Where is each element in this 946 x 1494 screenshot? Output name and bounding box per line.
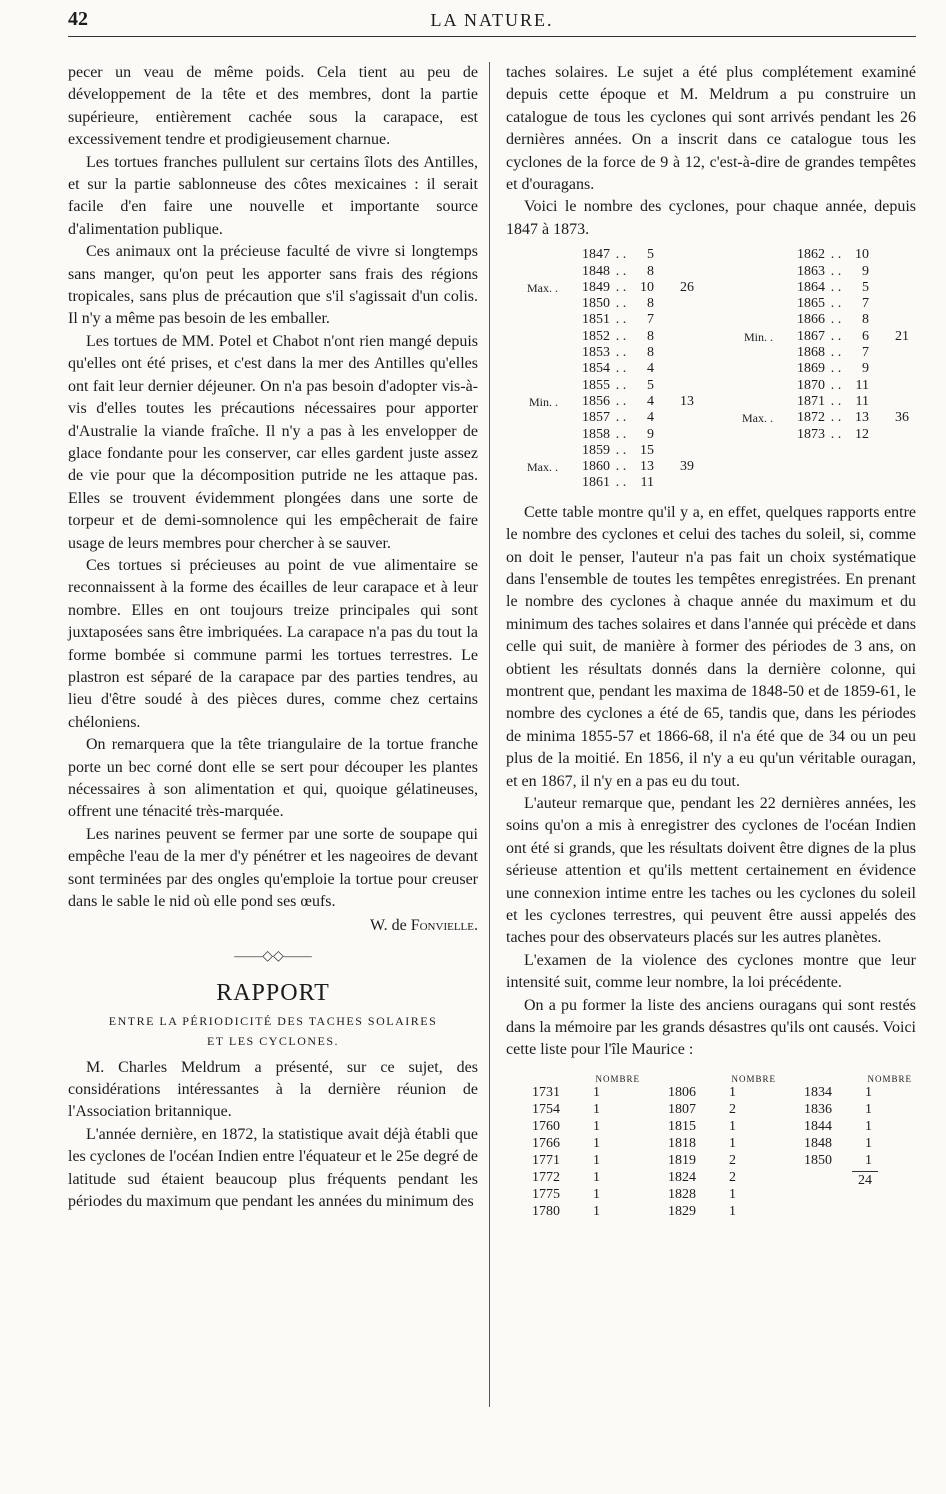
maurice-row <box>510 1135 640 1152</box>
period-label <box>506 345 562 361</box>
period-label <box>506 296 562 312</box>
cyclone-row <box>506 345 701 361</box>
period-sum <box>869 394 909 410</box>
period-label: Max. . <box>527 280 558 295</box>
cyclone-count: 5 <box>647 377 654 393</box>
cyclone-table-left <box>506 247 701 491</box>
hurricane-count: 1 <box>593 1101 600 1117</box>
leader-dots: . . <box>830 377 842 393</box>
cyclone-year: 1865 <box>797 296 825 312</box>
maurice-header <box>646 1068 776 1084</box>
maurice-row <box>510 1084 640 1101</box>
cyclone-count: 8 <box>647 263 654 279</box>
cyclone-year: 1863 <box>797 263 825 279</box>
period-label <box>506 329 562 345</box>
maurice-table-col <box>646 1068 776 1220</box>
hurricane-count: 1 <box>729 1084 736 1100</box>
cyclone-year: 1858 <box>582 426 610 442</box>
leader-dots: . . <box>615 442 627 458</box>
period-sum <box>654 443 694 459</box>
hurricane-count: 1 <box>593 1135 600 1151</box>
cyclone-row <box>721 345 916 361</box>
paragraph: pecer un veau de même poids. Cela tient au peu de développement de la tête et des membres, dont la partie supérieure, entièrement cachée sous la carapace, est excessivement tendre et prodigieusement charnue. <box>68 64 478 149</box>
hurricane-year: 1829 <box>668 1203 696 1219</box>
hurricane-count: 1 <box>865 1152 872 1168</box>
leader-dots: . . <box>830 328 842 344</box>
article-subtitle-line: ENTRE LA PÉRIODICITÉ DES TACHES SOLAIRES <box>108 1013 438 1028</box>
cyclone-year: 1849 <box>582 279 610 295</box>
hurricane-year: 1828 <box>668 1186 696 1202</box>
paragraph: L'année dernière, en 1872, la statistique avait déjà établi que les cyclones de l'océan Indien entre l'équateur et le 25e degré de latitude sud étaient beaucoup plus fréquents pendant les périodes du maximum que pendant les années du minimum des <box>68 1125 478 1211</box>
period-sum <box>869 247 909 263</box>
period-label <box>506 312 562 328</box>
cyclone-year: 1869 <box>797 361 825 377</box>
hurricane-year: 1780 <box>532 1203 560 1219</box>
right-column <box>506 62 916 1220</box>
maurice-total-row <box>782 1172 912 1189</box>
period-label <box>721 378 777 394</box>
page-number: 42 <box>68 8 88 30</box>
cyclone-year: 1871 <box>797 393 825 409</box>
cyclone-count: 8 <box>647 296 654 312</box>
hurricane-year: 1834 <box>804 1084 832 1100</box>
period-sum <box>654 296 694 312</box>
period-sum <box>654 312 694 328</box>
cyclone-row <box>506 410 701 426</box>
cyclone-table-right <box>721 247 916 491</box>
leader-dots: . . <box>615 247 627 263</box>
period-sum <box>654 475 694 491</box>
hurricane-year: 1844 <box>804 1118 832 1134</box>
cyclone-count: 6 <box>862 328 869 344</box>
leader-dots: . . <box>615 279 627 295</box>
cyclone-year: 1866 <box>797 312 825 328</box>
hurricane-count: 2 <box>729 1101 736 1117</box>
cyclone-year: 1856 <box>582 393 610 409</box>
cyclone-year: 1852 <box>582 328 610 344</box>
article-subtitle <box>68 1011 478 1051</box>
hurricane-year: 1754 <box>532 1101 560 1117</box>
cyclone-row <box>506 264 701 280</box>
leader-dots: . . <box>615 296 627 312</box>
period-sum <box>654 378 694 394</box>
hurricane-count: 1 <box>593 1203 600 1219</box>
period-label <box>721 247 777 263</box>
hurricane-year: 1775 <box>532 1186 560 1202</box>
cyclone-row <box>506 427 701 443</box>
hurricane-count: 1 <box>593 1169 600 1185</box>
period-sum <box>869 280 909 296</box>
leader-dots: . . <box>830 263 842 279</box>
cyclone-count: 5 <box>862 279 869 295</box>
cyclone-row <box>721 361 916 377</box>
period-label <box>721 312 777 328</box>
maurice-row <box>510 1186 640 1203</box>
article-title: RAPPORT <box>216 980 330 1007</box>
period-sum <box>654 264 694 280</box>
running-title: LA NATURE. <box>430 10 554 30</box>
period-label <box>506 247 562 263</box>
header-spacer <box>782 1068 847 1084</box>
cyclone-row <box>506 329 701 345</box>
period-label <box>506 443 562 459</box>
paragraph: L'auteur remarque que, pendant les 22 dernières années, les soins qu'on a mis à enregistrer des cyclones de l'océan Indien ont été si grands, que les résultats doivent être dignes de la plus sérieuse attention et qu'ils mettent certainement en évidence une connexion intime entre les taches ou les cyclones du soleil et les cyclones terrestres, qui peuvent être aussi appelés des taches pour des observateurs placés sur les autres planètes. <box>506 794 916 947</box>
cyclone-count: 10 <box>855 247 869 263</box>
maurice-total: 24 <box>858 1172 872 1188</box>
period-sum <box>869 345 909 361</box>
hurricane-count: 1 <box>729 1186 736 1202</box>
cyclone-count: 15 <box>640 442 654 458</box>
hurricane-count: 1 <box>593 1118 600 1134</box>
cyclone-count: 9 <box>862 263 869 279</box>
cyclone-count: 4 <box>647 361 654 377</box>
period-label <box>721 345 777 361</box>
cyclone-count: 12 <box>855 426 869 442</box>
cyclone-year: 1848 <box>582 263 610 279</box>
period-label <box>506 475 562 491</box>
paragraph: Voici le nombre des cyclones, pour chaque année, depuis 1847 à 1873. <box>506 198 916 238</box>
cyclone-year: 1847 <box>582 247 610 263</box>
cyclone-year: 1853 <box>582 345 610 361</box>
maurice-row <box>646 1152 776 1169</box>
cyclone-row <box>506 459 701 475</box>
cyclone-count: 13 <box>855 410 869 426</box>
signature-initial: W. de <box>369 917 411 935</box>
leader-dots: . . <box>830 393 842 409</box>
maurice-row <box>782 1135 912 1152</box>
hurricane-count: 1 <box>865 1084 872 1100</box>
paragraph: Les tortues franches pullulent sur certains îlots des Antilles, et sur la partie sablonneuse des côtes mexicaines : il serait facile d'en faire une nouvelle et importante source d'alimentation publique. <box>68 153 478 238</box>
hurricane-year: 1772 <box>532 1169 560 1185</box>
cyclone-count: 4 <box>647 410 654 426</box>
paragraph: taches solaires. Le sujet a été plus complétement examiné depuis cette époque et M. Meldrum a pu construire un catalogue de tous les cyclones qui sont arrivés pendant les 26 dernières années. On a inscrit dans ce catalogue tous les cyclones de la force de 9 à 12, c'est-à-dire de grandes tempêtes et d'ouragans. <box>506 64 916 194</box>
left-column <box>68 62 478 1214</box>
maurice-row <box>646 1135 776 1152</box>
cyclone-row <box>721 264 916 280</box>
period-sum: 21 <box>895 328 909 344</box>
maurice-row <box>510 1203 640 1220</box>
period-sum <box>654 361 694 377</box>
cyclone-row <box>721 312 916 328</box>
hurricane-year: 1824 <box>668 1169 696 1185</box>
period-label <box>721 427 777 443</box>
cyclone-row <box>721 410 916 426</box>
period-label <box>506 427 562 443</box>
nombre-header: NOMBRE <box>867 1073 912 1084</box>
period-label <box>506 378 562 394</box>
leader-dots: . . <box>615 361 627 377</box>
period-label: Min. . <box>528 394 558 409</box>
cyclone-row <box>721 247 916 263</box>
paragraph: M. Charles Meldrum a présenté, sur ce sujet, des considérations intéressantes à la dernière réunion de l'Association britannique. <box>68 1058 478 1121</box>
paragraph: Les tortues de MM. Potel et Chabot n'ont rien mangé depuis qu'elles ont été prises, et c'est dans la mer des Antilles qu'elles ont fait leur dernier déjeuner. On n'a pas besoin d'adopter vis-à-vis d'elles toutes les précautions nécessaires pour apporter d'Australie la viande fraîche. Il n'y a pas à les envelopper de glace fondante pour les conserver, car elles gardent juste assez de vie pour que la décomposition putride ne les attaque pas. Elles se trouvent évidemment plongées dans une sorte de torpeur et de demi-somnolence qui les empêcherait de faire usage de leurs membres pour chercher à se sauver. <box>68 332 478 552</box>
hurricane-count: 1 <box>729 1118 736 1134</box>
period-sum: 13 <box>680 393 694 409</box>
cyclone-year: 1851 <box>582 312 610 328</box>
hurricane-count: 1 <box>593 1152 600 1168</box>
cyclone-row <box>506 312 701 328</box>
period-sum <box>654 427 694 443</box>
leader-dots: . . <box>615 426 627 442</box>
cyclone-year: 1862 <box>797 247 825 263</box>
period-label: Max. . <box>527 460 558 475</box>
hurricane-count: 1 <box>729 1135 736 1151</box>
cyclone-year: 1859 <box>582 442 610 458</box>
hurricane-year: 1818 <box>668 1135 696 1151</box>
maurice-table-col <box>510 1068 640 1220</box>
cyclone-count: 7 <box>862 345 869 361</box>
leader-dots: . . <box>615 377 627 393</box>
header-spacer <box>510 1068 575 1084</box>
paragraph: On remarquera que la tête triangulaire de la tortue franche porte un bec corné dont elle se sert pour découper les plantes nécessaires à son alimentation et qui, quoique gélatineuses, offrent une ténacité très-marquée. <box>68 736 478 821</box>
period-label <box>721 361 777 377</box>
hurricane-year: 1766 <box>532 1135 560 1151</box>
cyclone-count: 8 <box>862 312 869 328</box>
maurice-row <box>782 1084 912 1101</box>
maurice-row <box>782 1101 912 1118</box>
maurice-row <box>646 1084 776 1101</box>
cyclone-year: 1860 <box>582 459 610 475</box>
cyclone-row <box>506 296 701 312</box>
leader-dots: . . <box>615 393 627 409</box>
maurice-row <box>646 1118 776 1135</box>
hurricane-year: 1819 <box>668 1152 696 1168</box>
total-spacer <box>782 1172 832 1189</box>
maurice-header <box>782 1068 912 1084</box>
cyclone-year: 1868 <box>797 345 825 361</box>
cyclone-row <box>506 394 701 410</box>
period-label <box>506 410 562 426</box>
hurricane-year: 1806 <box>668 1084 696 1100</box>
maurice-row <box>782 1118 912 1135</box>
period-sum <box>654 329 694 345</box>
signature-name: Fonvielle. <box>410 917 478 935</box>
period-label <box>506 264 562 280</box>
paragraph: L'examen de la violence des cyclones montre que leur intensité suit, comme leur nombre, la loi précédente. <box>506 951 916 992</box>
cyclone-row <box>506 443 701 459</box>
maurice-row <box>646 1101 776 1118</box>
cyclone-row <box>506 378 701 394</box>
paragraph: Ces tortues si précieuses au point de vue alimentaire se reconnaissent à la forme des écailles de leur carapace et à leur nombre. Elles en ont toujours treize principales qui sont juxtaposées sans être imbriquées. La carapace n'a pas du tout la forme bombée si commune parmi les tortues terrestres. Le plastron est séparé de la carapace par des parties tendres, au lieu d'être soudé à des pièces dures, comme chez certains chéloniens. <box>68 556 478 731</box>
cyclone-row <box>506 247 701 263</box>
leader-dots: . . <box>615 263 627 279</box>
leader-dots: . . <box>830 279 842 295</box>
maurice-row <box>646 1186 776 1203</box>
period-label <box>506 361 562 377</box>
cyclone-row <box>721 394 916 410</box>
cyclone-row <box>506 475 701 491</box>
cyclone-row <box>721 378 916 394</box>
paragraph: Ces animaux ont la précieuse faculté de vivre si longtemps sans manger, qu'on peut les apporter sans frais des régions tropicales, sans plus de précaution que s'il s'agissait d'un colis. Il n'y a même pas besoin de les emballer. <box>68 243 478 328</box>
cyclone-table <box>506 247 916 491</box>
period-sum: 36 <box>895 410 909 426</box>
maurice-row <box>782 1152 912 1169</box>
period-sum: 39 <box>680 459 694 475</box>
hurricane-count: 1 <box>865 1135 872 1151</box>
cyclone-count: 8 <box>647 345 654 361</box>
leader-dots: . . <box>830 426 842 442</box>
cyclone-row <box>721 329 916 345</box>
period-sum <box>869 427 909 443</box>
period-label <box>721 264 777 280</box>
paragraph: Les narines peuvent se fermer par une sorte de soupape qui empêche l'eau de la mer d'y pénétrer et les nageoires de devant sont terminées par des ongles qu'emploie la tortue pour creuser dans le sable le nid où elle pond ses œufs. <box>68 825 478 911</box>
hurricane-count: 1 <box>865 1118 872 1134</box>
page-header <box>68 6 916 37</box>
period-label <box>721 394 777 410</box>
cyclone-row <box>721 296 916 312</box>
cyclone-year: 1873 <box>797 426 825 442</box>
leader-dots: . . <box>615 328 627 344</box>
article-subtitle-line: ET LES CYCLONES. <box>206 1033 340 1048</box>
leader-dots: . . <box>615 475 627 491</box>
cyclone-row <box>721 427 916 443</box>
cyclone-count: 9 <box>862 361 869 377</box>
hurricane-year: 1760 <box>532 1118 560 1134</box>
nombre-header: NOMBRE <box>595 1073 640 1084</box>
leader-dots: . . <box>830 410 842 426</box>
period-sum <box>654 247 694 263</box>
cyclone-year: 1857 <box>582 410 610 426</box>
leader-dots: . . <box>830 296 842 312</box>
cyclone-count: 4 <box>647 393 654 409</box>
cyclone-count: 11 <box>855 393 869 409</box>
period-label: Max. . <box>742 411 773 426</box>
hurricane-year: 1815 <box>668 1118 696 1134</box>
leader-dots: . . <box>830 361 842 377</box>
maurice-table-col <box>782 1068 912 1220</box>
hurricane-count: 2 <box>729 1152 736 1168</box>
hurricane-count: 1 <box>865 1101 872 1117</box>
maurice-header <box>510 1068 640 1084</box>
cyclone-count: 9 <box>647 426 654 442</box>
hurricane-year: 1807 <box>668 1101 696 1117</box>
period-sum <box>869 378 909 394</box>
period-sum <box>869 312 909 328</box>
hurricane-count: 1 <box>593 1186 600 1202</box>
hurricane-year: 1850 <box>804 1152 832 1168</box>
maurice-row <box>510 1101 640 1118</box>
nombre-header: NOMBRE <box>731 1073 776 1084</box>
cyclone-year: 1867 <box>797 328 825 344</box>
period-sum <box>654 345 694 361</box>
period-sum: 26 <box>680 279 694 295</box>
hurricane-year: 1771 <box>532 1152 560 1168</box>
cyclone-count: 8 <box>647 328 654 344</box>
hurricane-count: 1 <box>593 1084 600 1100</box>
cyclone-year: 1855 <box>582 377 610 393</box>
leader-dots: . . <box>830 345 842 361</box>
section-ornament: ——◇◇—— <box>234 948 312 964</box>
cyclone-count: 7 <box>862 296 869 312</box>
cyclone-row <box>506 280 701 296</box>
cyclone-year: 1872 <box>797 410 825 426</box>
period-label: Min. . <box>743 329 773 344</box>
maurice-row <box>646 1203 776 1220</box>
cyclone-count: 10 <box>640 279 654 295</box>
leader-dots: . . <box>615 345 627 361</box>
cyclone-year: 1854 <box>582 361 610 377</box>
maurice-row <box>510 1152 640 1169</box>
cyclone-count: 11 <box>855 377 869 393</box>
cyclone-row <box>506 361 701 377</box>
hurricane-year: 1836 <box>804 1101 832 1117</box>
cyclone-count: 13 <box>640 459 654 475</box>
maurice-row <box>510 1169 640 1186</box>
leader-dots: . . <box>615 459 627 475</box>
hurricane-count: 2 <box>729 1169 736 1185</box>
column-rule <box>489 62 490 1407</box>
cyclone-year: 1864 <box>797 279 825 295</box>
maurice-row <box>646 1169 776 1186</box>
cyclone-year: 1870 <box>797 377 825 393</box>
cyclone-count: 7 <box>647 312 654 328</box>
hurricane-count: 1 <box>729 1203 736 1219</box>
leader-dots: . . <box>615 312 627 328</box>
leader-dots: . . <box>830 312 842 328</box>
leader-dots: . . <box>830 247 842 263</box>
leader-dots: . . <box>615 410 627 426</box>
header-spacer <box>646 1068 711 1084</box>
cyclone-row <box>721 280 916 296</box>
period-label <box>721 296 777 312</box>
maurice-table <box>506 1068 916 1220</box>
maurice-row <box>510 1118 640 1135</box>
paragraph: Cette table montre qu'il y a, en effet, quelques rapports entre le nombre des cyclones et celui des taches du soleil, si, comme on doit le penser, l'auteur n'a pas fait un choix systématique dans l'ensemble de toutes les tempêtes enregistrées. En prenant le nombre des cyclones à chaque année du maximum et du minimum des taches solaires et dans l'année qui précède et dans celle qui suit, de manière à former des périodes de 3 ans, on obtient les résultats donnés dans la dernière colonne, qui montrent que, pendant les maxima de 1848-50 et de 1859-61, le nombre des cyclones a été de 65, tandis que, dans les périodes de minima 1855-57 et 1866-68, il n'a été que de 34 ou un peu plus de la moitié. En 1856, il n'y a eu qu'un véritable ouragan, et en 1867, il n'y en a pas eu du tout. <box>506 503 916 790</box>
period-sum <box>869 361 909 377</box>
author-signature <box>68 915 478 937</box>
cyclone-count: 5 <box>647 247 654 263</box>
hurricane-year: 1731 <box>532 1084 560 1100</box>
paragraph: On a pu former la liste des anciens ouragans qui sont restés dans la mémoire par les grands désastres qu'ils ont causés. Voici cette liste pour l'île Maurice : <box>506 996 916 1059</box>
period-sum <box>869 264 909 280</box>
period-label <box>721 280 777 296</box>
cyclone-year: 1850 <box>582 296 610 312</box>
cyclone-year: 1861 <box>582 475 610 491</box>
cyclone-count: 11 <box>640 475 654 491</box>
period-sum <box>869 296 909 312</box>
hurricane-year: 1848 <box>804 1135 832 1151</box>
period-sum <box>654 410 694 426</box>
